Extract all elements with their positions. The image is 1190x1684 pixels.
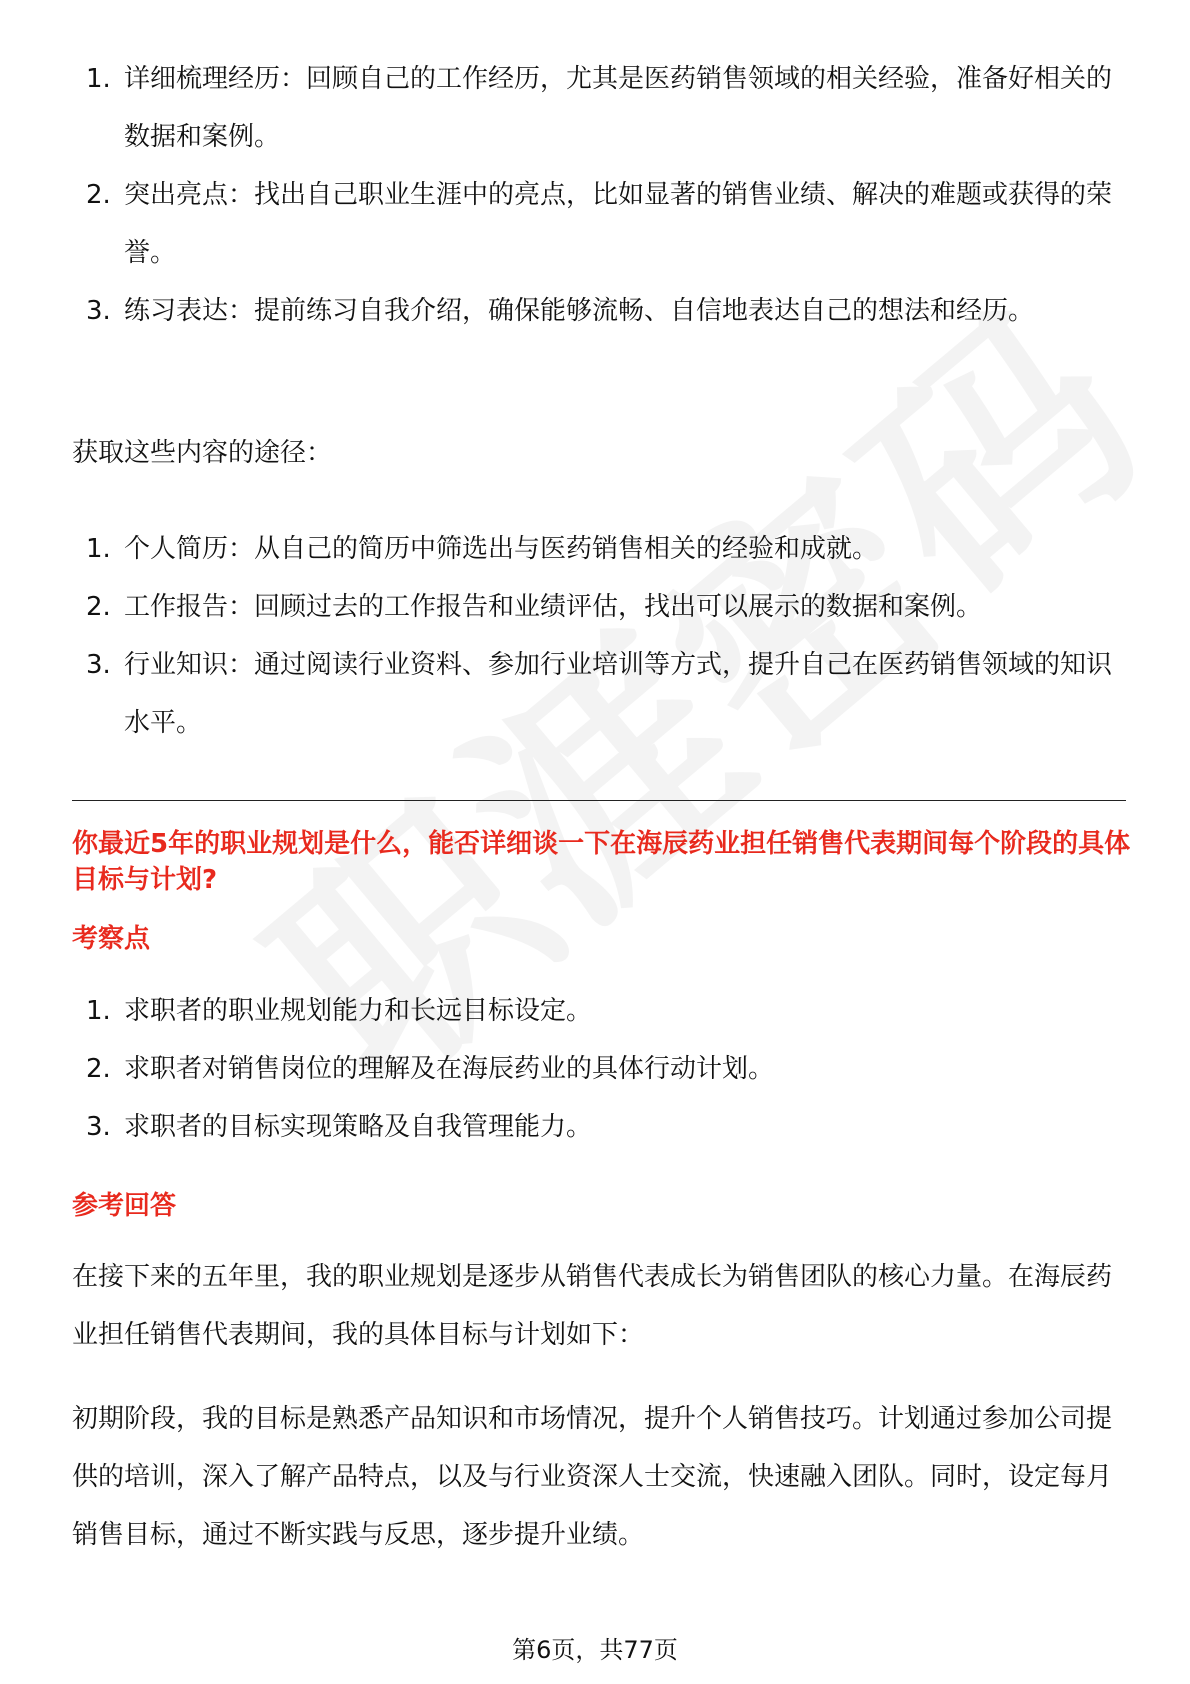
list-text: 行业知识：通过阅读行业资料、参加行业培训等方式，提升自己在医药销售领域的知识水平。 xyxy=(124,650,1113,738)
sources-heading: 获取这些内容的途径： xyxy=(72,438,333,468)
list-number: 1. xyxy=(86,534,111,564)
list-text: 求职者的职业规划能力和长远目标设定。 xyxy=(124,996,593,1026)
answer-paragraph: 在接下来的五年里，我的职业规划是逐步从销售代表成长为销售团队的核心力量。在海辰药业担任销售代表期间，我的具体目标与计划如下： xyxy=(72,1262,1113,1350)
list-text: 练习表达：提前练习自我介绍，确保能够流畅、自信地表达自己的想法和经历。 xyxy=(124,296,1035,326)
list-text: 求职者对销售岗位的理解及在海辰药业的具体行动计划。 xyxy=(124,1054,775,1084)
answer-paragraph: 初期阶段，我的目标是熟悉产品知识和市场情况，提升个人销售技巧。计划通过参加公司提供的培训，深入了解产品特点，以及与行业资深人士交流，快速融入团队。同时，设定每月销售目标，通过不断实践与反思，逐步提升业绩。 xyxy=(72,1404,1113,1550)
list-number: 2. xyxy=(86,1054,111,1084)
interview-question: 你最近5年的职业规划是什么，能否详细谈一下在海辰药业担任销售代表期间每个阶段的具体目标与计划? xyxy=(72,829,1131,895)
list-number: 1. xyxy=(86,64,111,94)
list-text: 详细梳理经历：回顾自己的工作经历，尤其是医药销售领域的相关经验，准备好相关的数据和案例。 xyxy=(124,64,1113,152)
list-number: 3. xyxy=(86,1112,111,1142)
page-number: 第6页，共77页 xyxy=(512,1636,678,1664)
list-text: 突出亮点：找出自己职业生涯中的亮点，比如显著的销售业绩、解决的难题或获得的荣誉。 xyxy=(124,180,1113,268)
section-divider xyxy=(72,800,1126,801)
list-text: 求职者的目标实现策略及自我管理能力。 xyxy=(124,1112,593,1142)
list-number: 2. xyxy=(86,592,111,622)
list-number: 2. xyxy=(86,180,111,210)
list-number: 3. xyxy=(86,650,111,680)
list-text: 工作报告：回顾过去的工作报告和业绩评估，找出可以展示的数据和案例。 xyxy=(124,592,983,622)
list-text: 个人简历：从自己的简历中筛选出与医药销售相关的经验和成就。 xyxy=(124,534,879,564)
list-number: 3. xyxy=(86,296,111,326)
list-number: 1. xyxy=(86,996,111,1026)
points-heading: 考察点 xyxy=(72,924,151,954)
answer-heading: 参考回答 xyxy=(72,1191,177,1221)
